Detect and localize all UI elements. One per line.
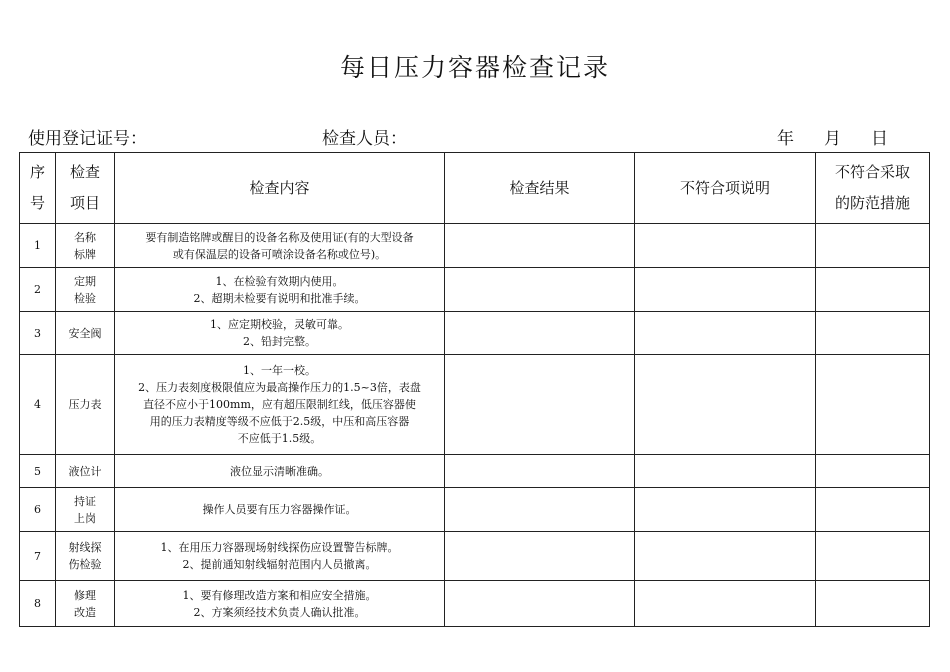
row-content: 1、应定期校验，灵敏可靠。 2、铅封完整。 — [115, 312, 445, 355]
table-row — [20, 532, 930, 581]
row-content: 1、在检验有效期内使用。 2、超期未检要有说明和批准手续。 — [115, 268, 445, 312]
result-cell[interactable] — [445, 268, 635, 312]
header-seq: 序 号 — [20, 153, 56, 224]
result-cell[interactable] — [445, 224, 635, 268]
result-cell[interactable] — [445, 581, 635, 627]
header-content: 检查内容 — [115, 153, 445, 224]
nonconformity-cell[interactable] — [635, 268, 816, 312]
row-seq: 3 — [20, 312, 56, 355]
table-row — [20, 355, 930, 455]
measures-cell[interactable] — [816, 581, 930, 627]
row-seq: 6 — [20, 488, 56, 532]
table-row — [20, 488, 930, 532]
table-row — [20, 312, 930, 355]
row-item: 修理 改造 — [56, 581, 115, 627]
result-cell[interactable] — [445, 532, 635, 581]
row-seq: 8 — [20, 581, 56, 627]
table-row — [20, 224, 930, 268]
nonconformity-cell[interactable] — [635, 581, 816, 627]
table-row — [20, 581, 930, 627]
row-item: 安全阀 — [56, 312, 115, 355]
header-measures: 不符合采取 的防范措施 — [816, 153, 930, 224]
measures-cell[interactable] — [816, 455, 930, 488]
row-item: 定期 检验 — [56, 268, 115, 312]
row-seq: 5 — [20, 455, 56, 488]
row-item: 液位计 — [56, 455, 115, 488]
row-item: 名称 标牌 — [56, 224, 115, 268]
result-cell[interactable] — [445, 355, 635, 455]
row-seq: 7 — [20, 532, 56, 581]
row-item: 持证 上岗 — [56, 488, 115, 532]
nonconformity-cell[interactable] — [635, 355, 816, 455]
header-nonconformity: 不符合项说明 — [635, 153, 816, 224]
date-labels — [0, 124, 888, 149]
row-seq: 2 — [20, 268, 56, 312]
measures-cell[interactable] — [816, 532, 930, 581]
measures-cell[interactable] — [816, 268, 930, 312]
row-item: 压力表 — [56, 355, 115, 455]
result-cell[interactable] — [445, 312, 635, 355]
table-row — [20, 268, 930, 312]
nonconformity-cell[interactable] — [635, 532, 816, 581]
row-content: 液位显示清晰准确。 — [115, 455, 445, 488]
inspector-label: 检查人员： — [322, 129, 407, 149]
result-cell[interactable] — [445, 455, 635, 488]
row-content: 1、一年一校。 2、压力表刻度极限值应为最高操作压力的1.5~3倍，表盘 直径不应小于100mm，应有超压限制红线，低压容器使 用的压力表精度等级不应低于2.5级，中压和高压容器 不应低于1.5级。 — [115, 355, 445, 455]
page-title: 每日压力容器检查记录 — [339, 53, 610, 82]
row-item: 射线探 伤检验 — [56, 532, 115, 581]
nonconformity-cell[interactable] — [635, 224, 816, 268]
table-row — [20, 455, 930, 488]
measures-cell[interactable] — [816, 355, 930, 455]
nonconformity-cell[interactable] — [635, 488, 816, 532]
row-content: 1、在用压力容器现场射线探伤应设置警告标牌。 2、提前通知射线辐射范围内人员撤离。 — [115, 532, 445, 581]
header-result: 检查结果 — [445, 153, 635, 224]
month-label: 月 — [824, 129, 841, 149]
row-content: 1、要有修理改造方案和相应安全措施。 2、方案须经技术负责人确认批准。 — [115, 581, 445, 627]
header-item: 检查 项目 — [56, 153, 115, 224]
measures-cell[interactable] — [816, 488, 930, 532]
row-seq: 1 — [20, 224, 56, 268]
table-header-row — [20, 153, 930, 224]
inspection-table — [19, 152, 930, 627]
measures-cell[interactable] — [816, 224, 930, 268]
nonconformity-cell[interactable] — [635, 312, 816, 355]
registration-number-label: 使用登记证号： — [28, 129, 147, 149]
row-seq: 4 — [20, 355, 56, 455]
day-label: 日 — [871, 129, 888, 149]
nonconformity-cell[interactable] — [635, 455, 816, 488]
row-content: 要有制造铭牌或醒目的设备名称及使用证(有的大型设备 或有保温层的设备可喷涂设备名称或位号)。 — [115, 224, 445, 268]
result-cell[interactable] — [445, 488, 635, 532]
row-content: 操作人员要有压力容器操作证。 — [115, 488, 445, 532]
measures-cell[interactable] — [816, 312, 930, 355]
year-label: 年 — [777, 129, 794, 149]
